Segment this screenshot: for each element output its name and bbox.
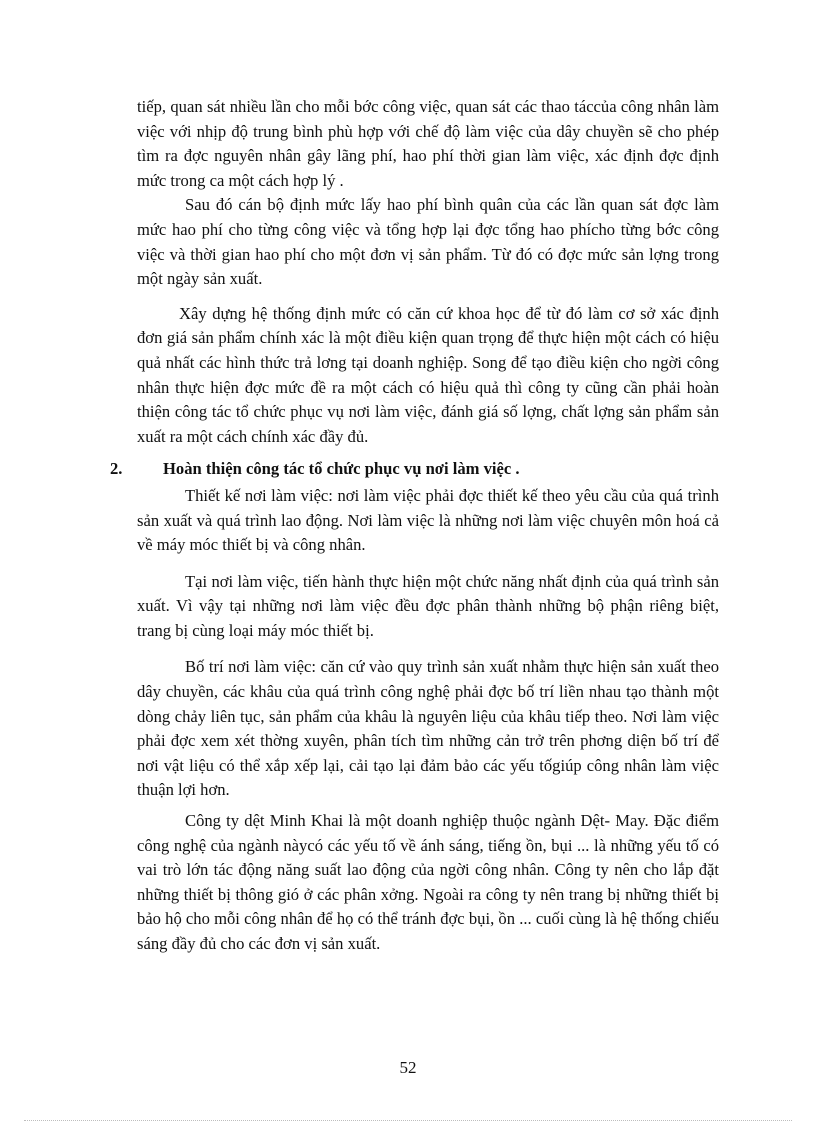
- paragraph-observation-continuation: tiếp, quan sát nhiều lần cho mỗi bớc công việc, quan sát các thao táccủa công nhân làm việc với nhịp độ trung bình phù hợp với chế độ làm việc của dây chuyền sẽ cho phép tìm ra đợc nguyên nhân gây lãng phí, hao phí thời gian làm việc, xác định đợc định mức trong ca một cách hợp lý .: [137, 97, 719, 190]
- paragraph-workplace-design: Thiết kế nơi làm việc: nơi làm việc phải đợc thiết kế theo yêu cầu của quá trình sản xuất và quá trình lao động. Nơi làm việc là những nơi làm việc chuyên môn hoá cả về máy móc thiết bị và công nhân.: [137, 485, 719, 555]
- page-number: 52: [399, 1058, 417, 1077]
- paragraph-minh-khai-company: Công ty dệt Minh Khai là một doanh nghiệp thuộc ngành Dệt- May. Đặc điểm công nghệ của ngành nàycó các yếu tố về ánh sáng, tiếng ồn, bụi ... là những yếu tố có vai trò lớn tác động năng suất lao động của ngời công nhân. Công ty nên cho lắp đặt những thiết bị thông gió ở các phân xởng. Ngoài ra công ty nên trang bị những thiết bị bảo hộ cho mỗi công nhân để họ có thể tránh đợc bụi, ồn ... cuối cùng là hệ thống chiếu sáng đầy đủ cho các đơn vị sản xuất.: [137, 811, 719, 953]
- footer-divider: [24, 1120, 792, 1121]
- section-number: 2.: [110, 459, 123, 479]
- paragraph-norm-system: Xây dựng hệ thống định mức có căn cứ khoa học để từ đó làm cơ sở xác định đơn giá sản phẩm chính xác là một điều kiện quan trọng để thực hiện một cách có hiệu quả nhất các hình thức trả lơng tại doanh nghiệp. Song để tạo điều kiện cho ngời công nhân thực hiện đợc mức đề ra một cách có hiệu quả thì công ty cũng cần phải hoàn thiện công tác tổ chức phục vụ nơi làm việc, đánh giá số lợng, chất lợng sản phẩm sản xuất ra một cách chính xác đầy đủ.: [137, 303, 719, 446]
- paragraph-workplace-layout: Bố trí nơi làm việc: căn cứ vào quy trình sản xuất nhằm thực hiện sản xuất theo dây chuyền, các khâu của quá trình công nghệ phải đợc bố trí liền nhau tạo thành một dòng chảy liên tục, sản phẩm của khâu là nguyên liệu của khâu tiếp theo. Nơi làm việc phải đợc xem xét thờng xuyên, phân tích tìm những cản trở trên phơng diện bố trí để nơi vật liệu có thể xắp xếp lại, cải tạo lại đảm bảo các yếu tốgiúp công nhân làm việc thuận lợi hơn.: [137, 657, 719, 800]
- section-heading: [110, 457, 719, 482]
- paragraph-workplace-function: Tại nơi làm việc, tiến hành thực hiện một chức năng nhất định của quá trình sản xuất. Vì vậy tại những nơi làm việc đều đợc phân thành những bộ phận riêng biệt, trang bị cùng loại máy móc thiết bị.: [137, 571, 719, 640]
- section-title: Hoàn thiện công tác tổ chức phục vụ nơi làm việc .: [163, 459, 520, 479]
- document-body: [110, 95, 719, 957]
- paragraph-average-waste: Sau đó cán bộ định mức lấy hao phí bình quân của các lần quan sát đợc làm mức hao phí cho từng công việc và tổng hợp lại đợc tổng hao phícho từng bớc công việc và thời gian hao phí cho một đơn vị sản phẩm. Từ đó có đợc mức sản lợng trong một ngày sản xuất.: [137, 195, 719, 289]
